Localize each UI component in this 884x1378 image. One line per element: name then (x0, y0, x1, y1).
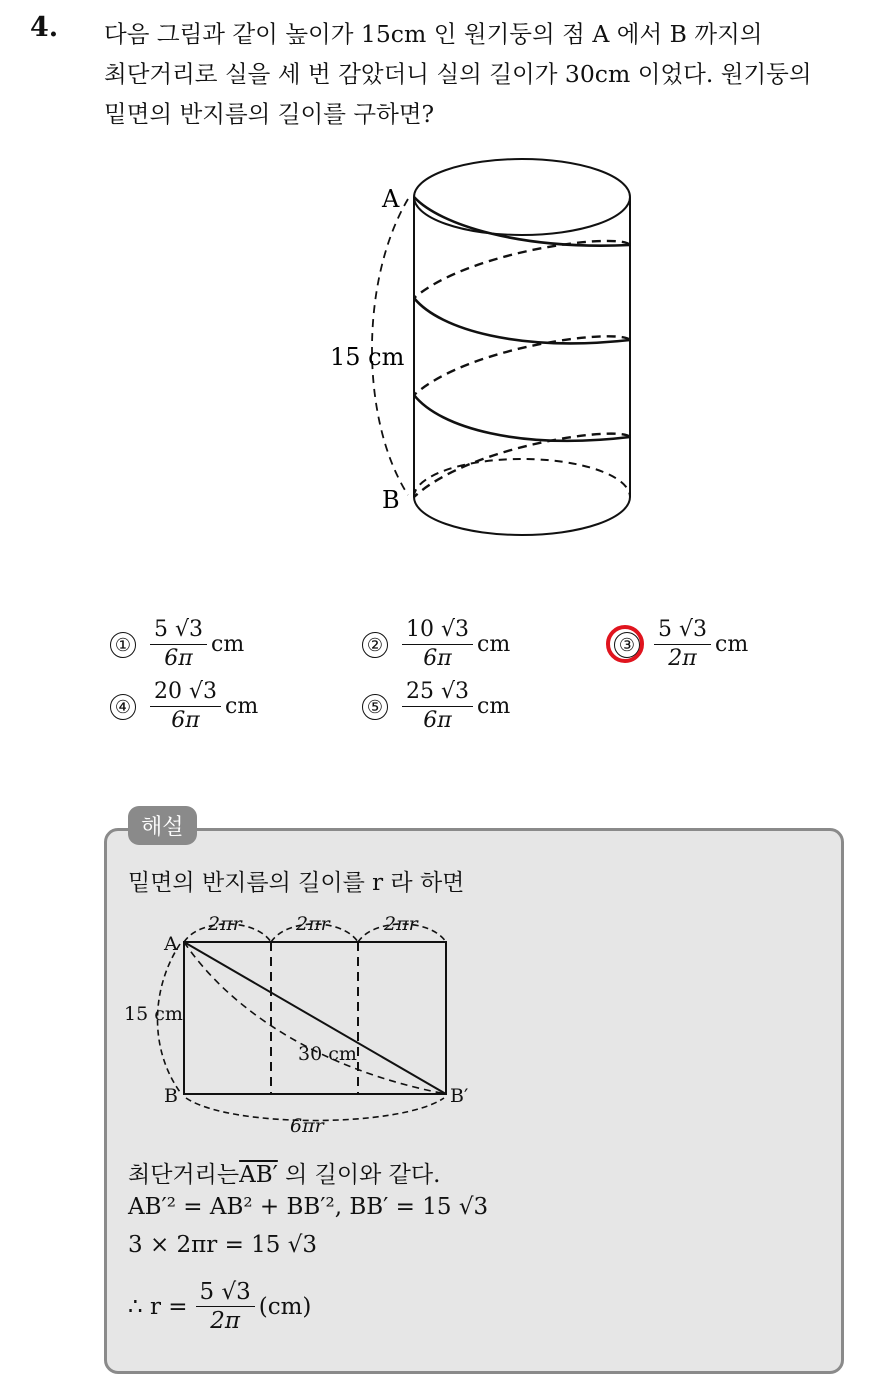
solution-line-1-c: 의 길이와 같다. (277, 1162, 441, 1188)
solution-tag: 해설 (128, 806, 197, 845)
choice-5-denominator: 6π (423, 708, 452, 733)
seg-label-1: 2πr (208, 913, 242, 935)
point-a-label: A (382, 185, 400, 213)
choice-5-unit: cm (477, 694, 511, 719)
choice-2-mark: ② (362, 632, 388, 658)
solution-line-1 (128, 1156, 440, 1189)
choice-3-mark: ③ (614, 632, 640, 658)
choice-4-denominator: 6π (171, 708, 200, 733)
solution-line-1-segment: AB′ (239, 1162, 278, 1188)
choice-2-denominator: 6π (423, 646, 452, 671)
solution-intro: 밑면의 반지름의 길이를 r 라 하면 (128, 870, 465, 896)
choice-5-numerator: 25 √3 (402, 678, 473, 707)
solution-line-1-a: 최단거리는 (128, 1162, 240, 1188)
solution-eq-1: AB′² = AB² + BB′², BB′ = 15 √3 (128, 1194, 489, 1220)
solution-eq-3-prefix: ∴ r = (128, 1293, 188, 1320)
diagram-bottom-label: 6πr (290, 1115, 324, 1137)
choice-3-denominator: 2π (668, 646, 697, 671)
choice-4-unit: cm (225, 694, 259, 719)
choice-1-mark: ① (110, 632, 136, 658)
choice-3-numerator: 5 √3 (654, 616, 711, 645)
solution-eq-2: 3 × 2πr = 15 √3 (128, 1232, 318, 1258)
choice-1-denominator: 6π (164, 646, 193, 671)
diagram-height-label: 15 cm (124, 1003, 183, 1025)
diagram-b-prime-label: B′ (450, 1085, 469, 1107)
choice-1-unit: cm (211, 632, 245, 657)
diagonal-ab-prime (184, 942, 446, 1094)
point-b-label: B (382, 486, 400, 514)
solution-eq-3-unit: (cm) (258, 1293, 312, 1320)
question-number: 4. (30, 12, 59, 43)
solution-eq-3-numerator: 5 √3 (196, 1278, 255, 1307)
height-label: 15 cm (330, 343, 405, 371)
choice-5-mark: ⑤ (362, 694, 388, 720)
choice-2-numerator: 10 √3 (402, 616, 473, 645)
choice-4-numerator: 20 √3 (150, 678, 221, 707)
choice-1-numerator: 5 √3 (150, 616, 207, 645)
question-line-2: 최단거리로 실을 세 번 감았더니 실의 길이가 30cm 이었다. 원기둥의 (104, 60, 812, 88)
choice-2-unit: cm (477, 632, 511, 657)
choice-3-unit: cm (715, 632, 749, 657)
diagram-diag-label: 30 cm (298, 1043, 357, 1065)
question-line-1: 다음 그림과 같이 높이가 15cm 인 원기둥의 점 A 에서 B 까지의 (104, 20, 763, 48)
choice-4-mark: ④ (110, 694, 136, 720)
seg-label-3: 2πr (384, 913, 418, 935)
seg-label-2: 2πr (296, 913, 330, 935)
diagram-b-label: B (164, 1085, 178, 1107)
diagram-a-label: A (164, 933, 178, 955)
solution-eq-3 (128, 1278, 311, 1335)
solution-eq-3-denominator: 2π (210, 1308, 241, 1334)
question-line-3: 밑면의 반지름의 길이를 구하면? (104, 100, 435, 128)
solution-eq-3-fraction (196, 1278, 255, 1335)
